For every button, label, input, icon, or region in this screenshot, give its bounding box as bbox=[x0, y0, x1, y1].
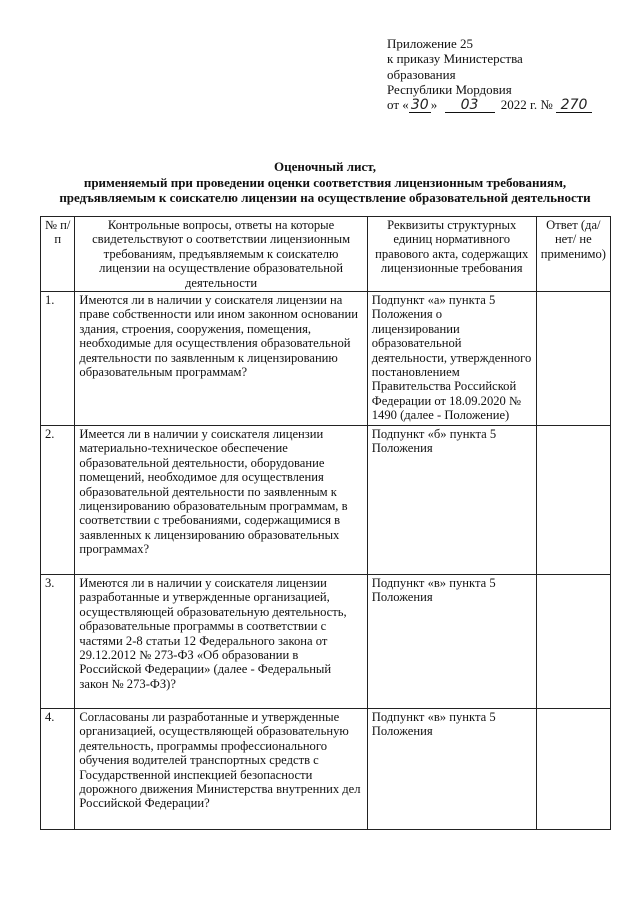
table-header-row bbox=[41, 217, 611, 292]
title-line-1: Оценочный лист, bbox=[274, 159, 376, 174]
row-answer[interactable] bbox=[536, 426, 610, 575]
appendix-line: образования bbox=[387, 66, 456, 82]
document-title bbox=[40, 159, 610, 206]
appendix-header bbox=[387, 36, 627, 113]
date-mid: » bbox=[430, 97, 438, 113]
month-field bbox=[445, 98, 495, 113]
handwritten-day: 30 bbox=[410, 97, 429, 114]
header-num: № п/п bbox=[41, 217, 75, 292]
table-row bbox=[41, 709, 611, 830]
row-num: 4. bbox=[41, 709, 75, 830]
title-line-3: предъявляемым к соискателю лицензии на осуществление образовательной деятельности bbox=[59, 190, 591, 205]
table-row bbox=[41, 426, 611, 575]
row-num: 1. bbox=[41, 292, 75, 426]
row-question: Согласованы ли разработанные и утвержденные организацией, осуществляющей образовательную деятельность, программы профессионального обучения водителей транспортных средств с Государственной инспекцией безопасности дорожного движения Министерства внутренних дел Российской Федерации? bbox=[75, 709, 367, 830]
row-answer[interactable] bbox=[536, 292, 610, 426]
title-line-2: применяемый при проведении оценки соответствия лицензионным требованиям, bbox=[83, 174, 567, 190]
appendix-line: Приложение 25 bbox=[387, 36, 474, 51]
order-date-line bbox=[387, 97, 627, 113]
table-row bbox=[41, 292, 611, 426]
row-num: 3. bbox=[41, 575, 75, 709]
day-field bbox=[409, 98, 431, 113]
row-requisites: Подпункт «в» пункта 5 Положения bbox=[367, 709, 536, 830]
header-answer: Ответ (да/нет/ не применимо) bbox=[536, 217, 610, 292]
header-requisites: Реквизиты структурных единиц нормативного правового акта, содержащих лицензионные требования bbox=[367, 217, 536, 292]
assessment-table bbox=[40, 216, 611, 830]
row-requisites: Подпункт «а» пункта 5 Положения о лицензировании образовательной деятельности, утвержденного постановлением Правительства Российской Федерации от 18.09.2020 № 1490 (далее - Положение) bbox=[367, 292, 536, 426]
handwritten-number: 270 bbox=[560, 97, 588, 114]
year-text: 2022 г. № bbox=[500, 97, 553, 113]
appendix-line: к приказу Министерства bbox=[387, 51, 523, 67]
row-requisites: Подпункт «б» пункта 5 Положения bbox=[367, 426, 536, 575]
date-prefix: от « bbox=[387, 97, 409, 113]
row-answer[interactable] bbox=[536, 709, 610, 830]
appendix-line: Республики Мордовия bbox=[387, 81, 512, 97]
row-answer[interactable] bbox=[536, 575, 610, 709]
handwritten-month: 03 bbox=[460, 97, 479, 114]
row-question: Имеются ли в наличии у соискателя лицензии разработанные и утвержденные организацией, осуществляющей образовательную деятельность, образовательные программы в соответствии с частями 2-8 статьи 12 Федерального закона от 29.12.2012 № 273-ФЗ «Об образовании в Российской Федерации» (далее - Федеральный закон № 273-ФЗ)? bbox=[75, 575, 367, 709]
header-question: Контрольные вопросы, ответы на которые свидетельствуют о соответствии лицензионным требованиям, предъявляемым к соискателю лицензии на осуществление образовательной деятельности bbox=[75, 217, 367, 292]
table-row bbox=[41, 575, 611, 709]
number-field bbox=[556, 98, 592, 113]
row-num: 2. bbox=[41, 426, 75, 575]
row-question: Имеется ли в наличии у соискателя лицензии материально-техническое обеспечение образовательной деятельности, оборудование помещений, необходимое для осуществления образовательной деятельности по заявленным к лицензированию образовательным программам, в соответствии с требованиями, содержащимися в заявленных к лицензированию образовательных программах? bbox=[75, 426, 367, 575]
row-question: Имеются ли в наличии у соискателя лицензии на праве собственности или ином законном основании здания, строения, сооружения, помещения, необходимые для осуществления образовательной деятельности по заявленным к лицензированию образовательным программам? bbox=[75, 292, 367, 426]
row-requisites: Подпункт «в» пункта 5 Положения bbox=[367, 575, 536, 709]
